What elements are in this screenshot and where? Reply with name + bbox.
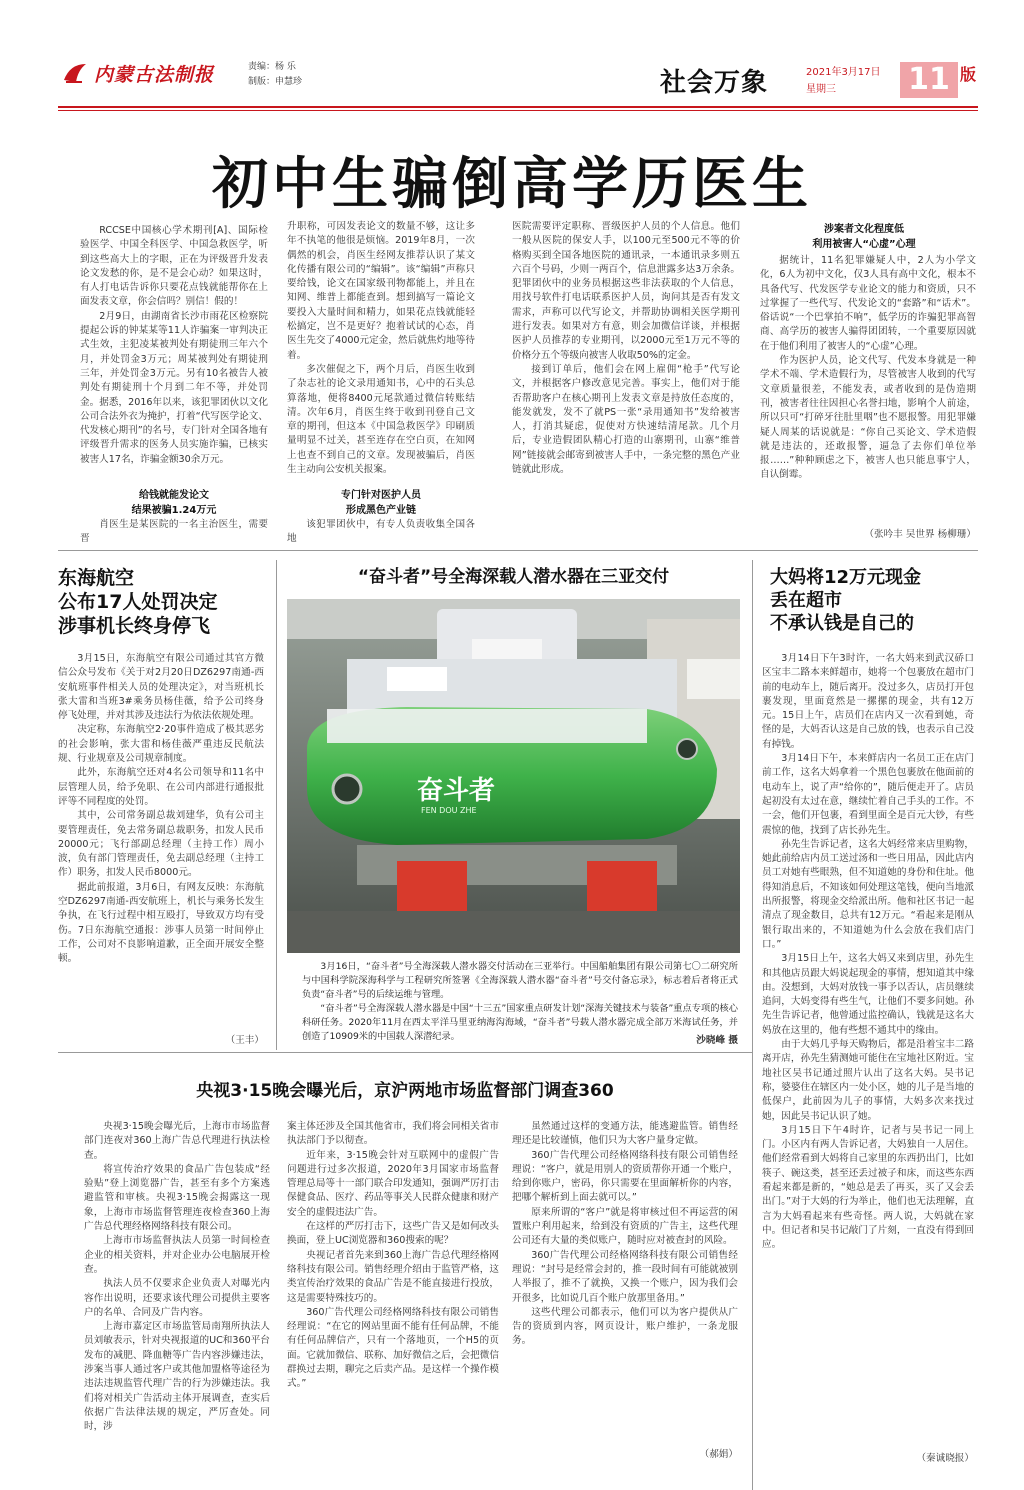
headline-line: 大妈将12万元现金	[770, 567, 922, 588]
paragraph: 这些代理公司都表示，他们可以为客户提供从广告的资质到内容，网页设计，账户维护，一条龙服务。	[512, 1306, 738, 1347]
paragraph: 其中，公司常务副总裁刘建华，负有公司主要管理责任，免去常务副总裁职务，扣发人民币20000元；飞行部副总经理（主持工作）周小波，负有部门管理责任，免去副总经理（主持工作）职务，扣发人民币8000元。	[58, 810, 264, 879]
paragraph: 央视记者首先来到360上海广告总代理经格网络科技有限公司。销售经理介绍由于监管严格，这类宣传治疗效果的食品广告是不能直接进行投放，这是需要特殊技巧的。	[287, 1249, 499, 1304]
paragraph: 决定称，东海航空2·20事件造成了极其恶劣的社会影响，张大雷和杨佳薇严重违反民航法规、行业规章及公司规章制度。	[58, 724, 264, 765]
headline-line: 丢在超市	[770, 590, 842, 611]
paragraph: 据此前报道，3月6日，有网友反映：东海航空DZ6297南通-西安航班上，机长与乘务长发生争执，在飞行过程中相互殴打，导致双方均有受伤。7日东海航空通报：涉事人员第一时间停止工作，公司对不良影响道歉，正全面开展安全整顿。	[58, 881, 264, 965]
lead-column-4	[760, 254, 976, 520]
headline-line: 涉事机长终身停飞	[58, 615, 211, 637]
lead-subhead-2: 专门针对医护人员 形成黑色产业链	[341, 490, 421, 516]
photo-story-headline: “奋斗者”号全海深载人潜水器在三亚交付	[357, 567, 670, 587]
headline-line: 不承认钱是自己的	[770, 613, 914, 634]
paragraph: 上海市市场监督执法人员第一时间检查企业的相关资料，并对企业办公电脑展开检查。	[84, 1235, 270, 1275]
bottom-column-2	[287, 1120, 499, 1460]
caption-text: 3月16日，“奋斗者”号全海深载人潜水器交付活动在三亚举行。中国船舶集团有限公司第七〇二研究所与中国科学院深海科学与工程研究所签署《全海深载人潜水器“奋斗者”号交付备忘录》，标志着后者将正式负责“奋斗者”号的后续运维与管理。	[302, 961, 738, 1000]
logo-emblem-icon	[62, 60, 88, 86]
section-title: 社会万象	[660, 68, 769, 98]
header-rule	[58, 106, 978, 108]
paragraph: 由于大妈几乎每天购物后，都是沿着宝丰二路离开店，孙先生猜测她可能住在宝地社区附近。宝地社区吴书记通过照片认出了这名大妈。吴书记称，婆婆住在辖区内一处小区，她的儿子是当地的低保户，此前因为儿子的事情，大妈多次来找过她，因此吴书记认识了她。	[762, 1039, 974, 1122]
editors-block	[248, 60, 302, 90]
paragraph: 肖医生是某医院的一名主治医生，需要晋	[80, 519, 268, 545]
lead-column-2	[287, 220, 475, 482]
paragraph: 案主体还涉及全国其他省市，我们将会同相关省市执法部门予以彻查。	[287, 1121, 499, 1147]
newspaper-logo	[62, 58, 214, 88]
header-rule-thin	[58, 110, 978, 111]
date-block	[806, 64, 881, 98]
paragraph: 该犯罪团伙中，有专人负责收集全国各地	[287, 519, 475, 545]
lead-headline: 初中生骗倒高学历医生	[212, 151, 812, 217]
bottom-column-3	[512, 1120, 738, 1442]
paragraph: 执法人员不仅要求企业负责人对曝光内容作出说明，还要求该代理公司提供主要客户的名单、合同及广告内容。	[84, 1278, 270, 1318]
lead-column-1	[80, 224, 268, 492]
lead-subhead-1: 给钱就能发论文 结果被骗1.24万元	[131, 490, 217, 516]
paragraph: 3月14日下午，本来鲜店内一名员工正在店门前工作，这名大妈拿着一个黑色包裹放在他面前的电动车上，说了声“给你的”，随后便走开了。店员起初没有太过在意，继续忙着自己手头的工作。不一会，他们开包裹，看到里面全是百元大钞，有些震惊的他，找到了店长孙先生。	[762, 753, 974, 836]
paragraph: 360广告代理公司经格网络科技有限公司销售经理说：“在它的网站里面不能有任何品牌，不能有任何品牌信产，只有一个落地页，一个H5的页面。它就加微信、联称、加好微信之后，会把微信群换过去期，聊完之后卖产品。是这样一个操作模式。”	[287, 1306, 499, 1390]
lead-subhead-4: 涉案者文化程度低 利用被害人“心虚”心理	[812, 224, 916, 250]
paper-name: 内蒙古法制报	[94, 63, 215, 86]
paragraph: 多次催促之下，两个月后，肖医生收到了杂志社的论文录用通知书，心中的石头总算落地，便将8400元尾款通过微信转账结清。次年6月，肖医生终于收到刊登自己文章的期刊，但这本《中国急救医学》印刷质量明显不过关，甚至连存在空白页，在知网上也查不到自己的文章。发现被骗后，肖医生主动向公安机关报案。	[287, 363, 475, 476]
paragraph: 上海市嘉定区市场监管局南翔所执法人员刘敏表示，针对央视报道的UC和360平台发布的减肥、降血糖等广告内容涉嫌违法，涉案当事人通过客户或其他加盟格等途径为违法违规监管代理广告的行为涉嫌违法。我们将对相关广告活动主体开展调查，查实后依据广告法律法规的规定，严厉查处。同时，涉	[84, 1321, 270, 1433]
headline-line: 公布17人处罚决定	[58, 591, 218, 613]
paragraph: 近年来，3·15晚会针对互联网中的虚假广告问题进行过多次报道，2020年3月国家市场监督管理总局等十一部门联合印发通知，强调严厉打击保健食品、医疗、药品等事关人民群众健康和财产安全的虚假违法广告。	[287, 1149, 499, 1218]
issue-date: 2021年3月17日	[806, 67, 881, 78]
paragraph: 央视3·15晚会曝光后，上海市市场监督部门连夜对360上海广告总代理进行执法检查。	[84, 1121, 270, 1161]
paragraph: 升职称，可因发表论文的数量不够，这让多年不执笔的他很是烦恼。2019年8月，一次偶然的机会，肖医生经网友推荐认识了某文化传播有限公司的“编辑”。该“编辑”声称只要给钱，论文在国家级刊物都能上，并且在知网、维普上都能查到。想到搞写一篇论文要投入大量时间和精力，如果花点钱就能轻松搞定，岂不是更好？抱着试试的心态，肖医生先交了4000元定金，然后就焦灼地等待着。	[287, 221, 475, 361]
lead-byline: （张吟丰 吴世界 杨柳珊）	[864, 529, 976, 540]
editor-credit: 责编：杨 乐	[248, 62, 296, 72]
issue-weekday: 星期三	[806, 84, 836, 95]
bottom-story-byline: （郝娟）	[699, 1449, 738, 1460]
paragraph: 3月15日，东海航空有限公司通过其官方微信公众号发布《关于对2月20日DZ6297南通-西安航班事件相关人员的处理决定》，对当班机长张大雷和当班3#乘务员杨佳薇，给予公司终身停飞处理，并对其涉及违法行为依法依规处理。	[58, 653, 264, 722]
paragraph: 作为医护人员，论文代写、代发本身就是一种学术不端、学术造假行为，尽管被害人收到的代写文章质量很差，不能发表，或者收到的是伪造期刊，被害者往往因担心名誉扫地，影响个人前途，所以只可“打碎牙往肚里咽”也不愿报警。用犯罪嫌疑人周某的话说就是：“你自己买论文、学术造假就是违法的，还敢报警，逼急了去你们单位举报……”种种顾虑之下，被害人也只能息事宁人，自认倒霉。	[760, 355, 976, 481]
photo-credit: 沙晓峰 摄	[600, 1032, 738, 1046]
paragraph: 虽然通过这样的变通方法，能逃避监管。销售经理还是比较谨慎，他们只为大客户量身定做。	[512, 1121, 738, 1147]
paragraph: 360广告代理公司经格网络科技有限公司销售经理说：“封号是经常会封的，推一段时间有可能就被别人举报了，推不了就换，又换一个账户，因为我们会开很多，比如说几百个账户放那里备用。”	[512, 1249, 738, 1304]
left-story-body	[58, 652, 264, 1044]
paragraph: 此外，东海航空还对4名公司领导和11名中层管理人员，给予免职、在公司内部进行通报批评等不同程度的处罚。	[58, 767, 264, 807]
paragraph: 2月9日，由湖南省长沙市雨花区检察院提起公诉的钟某某等11人诈骗案一审判决正式生效，主犯凌某被判处有期徒刑三年六个月，并处罚金3万元；周某被判处有期徒刑三年，并处罚金3万元。另有10名被告人被判处有期徒刑十个月到二年不等，并处罚金。据悉，2016年以来，该犯罪团伙以文化公司合法外衣为掩护，打着“代写医学论文、代发核心期刊”的名号，专门针对全国各地有评级晋升需求的医务人员实施诈骗，已核实被害人17名，诈骗金额30余万元。	[80, 310, 268, 465]
submersible-label-en: FEN DOU ZHE	[421, 806, 477, 815]
paragraph: 将宣传治疗效果的食品广告包装成“经验贴”登上浏览器广告，甚至有多个方案逃避监管和审核。央视3·15晚会揭露这一现象，上海市市场监督管理连夜检查360上海广告总代理经格网络科技有限公司。	[84, 1163, 270, 1233]
submersible-photo	[287, 599, 740, 953]
designer-credit: 制版：申慧珍	[248, 77, 303, 87]
submersible-label: 奋斗者	[417, 776, 496, 806]
section-divider	[58, 550, 978, 551]
caption-text-2: “奋斗者”号全海深载人潜水器是中国“十三五”国家重点研发计划“深海关键技术与装备”重点专项的核心科研任务。2020年11月在西太平洋马里亚纳海沟海域，“奋斗者”号载人潜水器完成全部万米海试任务，并创造了10909米的中国载人深潜纪录。	[302, 1003, 738, 1042]
column-divider	[276, 560, 277, 1050]
page-number: 11	[900, 62, 958, 98]
paragraph: 孙先生告诉记者，这名大妈经常来店里购物，她此前给店内员工送过汤和一些日用品，因此店内员工对她有些眼熟，但不知道她的身份和住址。他得知消息后，不知该如何处理这笔钱，便向当地派出所报警，将现金交给派出所。他和社区书记一起清点了现金数目，总共有12万元。“看起来是刚从银行取出来的，不知道她为什么会放在我们店门口。”	[762, 838, 974, 950]
paragraph: 3月15日上午，这名大妈又来到店里，孙先生和其他店员跟大妈说起现金的事情，想知道其中缘由。没想到，大妈对放钱一事予以否认，店员继续追问，大妈变得有些生气，让他们不要多问她。孙先生告诉记者，他曾通过监控确认，钱就是这名大妈放在这里的，他有些想不通其中的缘由。	[762, 953, 974, 1036]
paragraph: 3月15日下午4时许，记者与吴书记一同上门。小区内有两人告诉记者，大妈独自一人居住。他们经常看到大妈将自己家里的东西扔出门，比如筷子、碗这类，甚至还丢过被子和床，而这些东西看起来都是新的，“她总是丢了再买，买了又会丢出门。”对于大妈的行为举止，他们也无法理解，直言为大妈看起来有些奇怪。两人说，大妈就在家中。但记者和吴书记敲门了片刻，一直没有得到回应。	[762, 1124, 974, 1251]
paragraph: 原来所谓的“客户”就是将审核过但不再运营的闲置账户利用起来，给到没有资质的广告主，这些代理公司还有大量的类似账户，随时应对被查封的风险。	[512, 1206, 738, 1247]
right-story-body	[762, 652, 974, 1448]
submersible-illustration	[287, 599, 740, 953]
lead-column-1-continued	[80, 518, 268, 545]
paragraph: 接到订单后，他们会在网上雇佣“枪手”代写论文，并根据客户修改意见完善。事实上，他们对于能否帮助客户在核心期刊上发表文章是持放任态度的，能发就发，发不了就PS一张“录用通知书”发给被害人，打消其疑虑，促使对方快速结清尾款。几个月后，专业造假团队精心打造的山寨期刊，山寨“维普网”链接就会邮寄到被害人手中，一条完整的黑色产业链就此形成。	[512, 363, 740, 476]
bottom-column-1	[84, 1120, 270, 1460]
left-story-byline: （王丰）	[58, 1032, 264, 1046]
column-divider	[752, 560, 753, 1490]
lead-column-2-continued	[287, 518, 475, 545]
left-story-headline	[58, 566, 278, 638]
paragraph: 3月14日下午3时许，一名大妈来到武汉硚口区宝丰二路本来鲜超市，她将一个包裹放在超市门前的电动车上，随后离开。没过多久，店员打开包裹发现，里面竟然是一摞摞的现金，共有12万元。15日上午，店员们在店内又一次看到她，奇怪的是，大妈否认这是自己放的钱，也表示自己没有掉钱。	[762, 653, 974, 750]
page-suffix: 版	[960, 65, 977, 84]
right-story-byline: （秦诚晓报）	[916, 1453, 974, 1464]
right-story-headline	[770, 566, 980, 635]
paragraph: 据统计，11名犯罪嫌疑人中，2人为小学文化，6人为初中文化，仅3人具有高中文化，根本不具备代写、代发医学专业论文的能力和资质，只不过掌握了一些代写、代发论文的“套路”和“话术”。俗话说“一个巴掌拍不响”，低学历的诈骗犯罪高智商、高学历的被害人骗得团团转，一个重要原因就在于他们利用了被害人的“心虚”心理。	[760, 255, 976, 352]
paragraph: 在这样的严厉打击下，这些广告又是如何改头换面，登上UC浏览器和360搜索的呢？	[287, 1221, 499, 1247]
bottom-story-headline: 央视3·15晚会曝光后，京沪两地市场监督部门调查360	[196, 1081, 614, 1101]
paragraph: 360广告代理公司经格网络科技有限公司销售经理说：“客户，就是用别人的资质帮你开通一个账户，给到你账户，密码，你只需要在里面解析你的内容，把哪个解析到上面去就可以。”	[512, 1149, 738, 1204]
paragraph: 医院需要评定职称、晋级医护人员的个人信息。他们一般从医院的保安人手，以100元至500元不等的价格购买到全国各地医院的通讯录，一本通讯录多则五六百个号码，少则一两百个，信息泄露多达3万余条。犯罪团伙中的业务员根据这些非法获取的个人信息，用找号软件打电话联系医护人员，询问其是否有发文需求，声称可以代写论文，并帮助协调相关医学期刊进行发表。如果对方有意，则会加微信详谈，并根据医护人员推荐的专业期刊，以2000元至1万元不等的价格分五个等级向被害人收取50%的定金。	[512, 221, 740, 361]
section-divider	[58, 1052, 752, 1053]
headline-line: 东海航空	[58, 567, 135, 589]
lead-column-3	[512, 220, 740, 540]
paragraph: RCCSE中国核心学术期刊[A]、国际检验医学、中国全科医学、中国急救医学，听到这些高大上的字眼，正在为评级晋升发表论文发愁的你，是不是会心动？如果这时，有人打电话告诉你只要花点钱就能帮你在上面发表文章，你会信吗？别信！假的！	[80, 225, 268, 308]
